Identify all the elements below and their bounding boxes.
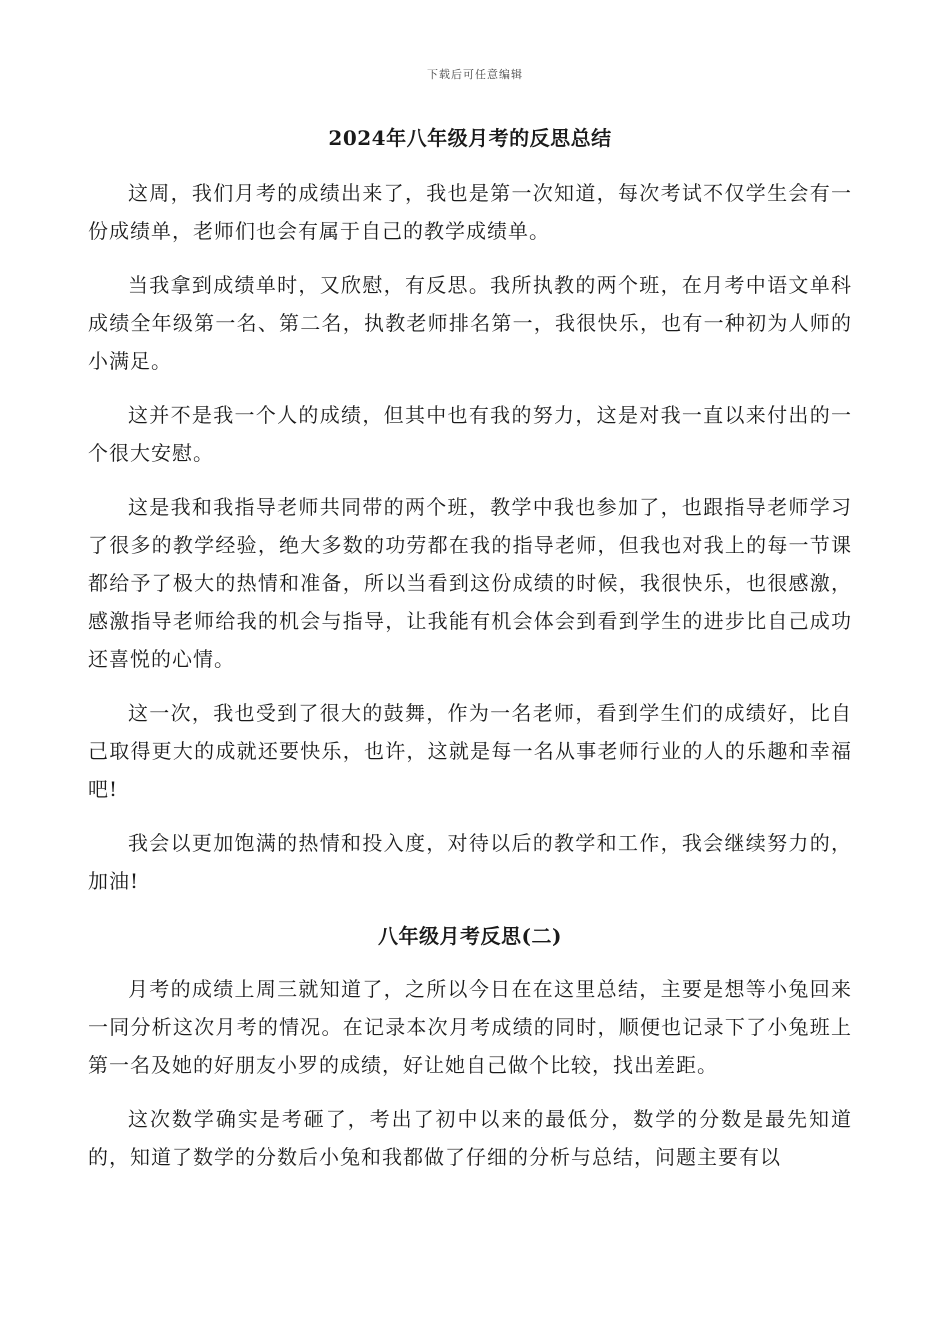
document-title: 2024年八年级月考的反思总结 <box>328 126 612 150</box>
paragraph: 这并不是我一个人的成绩，但其中也有我的努力，这是对我一直以来付出的一个很大安慰。 <box>88 403 852 465</box>
paragraph: 这周，我们月考的成绩出来了，我也是第一次知道，每次考试不仅学生会有一份成绩单，老师们也会有属于自己的教学成绩单。 <box>88 181 852 243</box>
paragraph: 当我拿到成绩单时，又欣慰，有反思。我所执教的两个班，在月考中语文单科成绩全年级第一名、第二名，执教老师排名第一，我很快乐，也有一种初为人师的小满足。 <box>88 273 852 373</box>
paragraph: 月考的成绩上周三就知道了，之所以今日在在这里总结，主要是想等小兔回来一同分析这次月考的情况。在记录本次月考成绩的同时，顺便也记录下了小兔班上第一名及她的好朋友小罗的成绩，好让她自己做个比较，找出差距。 <box>88 977 852 1077</box>
paragraph: 这次数学确实是考砸了，考出了初中以来的最低分，数学的分数是最先知道的，知道了数学的分数后小兔和我都做了仔细的分析与总结，问题主要有以 <box>88 1107 852 1169</box>
page-header-note: 下载后可任意编辑 <box>427 68 523 81</box>
section-title: 八年级月考反思(二) <box>378 924 562 948</box>
paragraph: 这一次，我也受到了很大的鼓舞，作为一名老师，看到学生们的成绩好，比自己取得更大的成就还要快乐，也许，这就是每一名从事老师行业的人的乐趣和幸福吧! <box>88 701 852 801</box>
paragraph: 我会以更加饱满的热情和投入度，对待以后的教学和工作，我会继续努力的，加油! <box>88 831 852 893</box>
document-body <box>88 118 852 1192</box>
paragraph: 这是我和我指导老师共同带的两个班，教学中我也参加了，也跟指导老师学习了很多的教学经验，绝大多数的功劳都在我的指导老师，但我也对我上的每一节课都给予了极大的热情和准备，所以当看到这份成绩的时候，我很快乐，也很感激，感激指导老师给我的机会与指导，让我能有机会体会到看到学生的进步比自己成功还喜悦的心情。 <box>88 495 852 671</box>
